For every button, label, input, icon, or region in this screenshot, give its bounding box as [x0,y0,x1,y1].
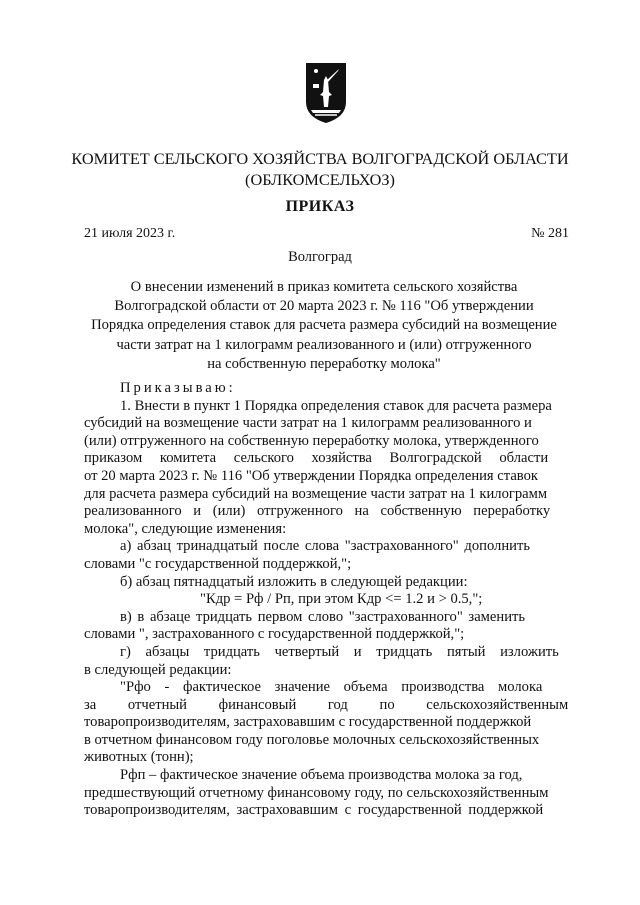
item-a-line: словами "с государственной поддержкой,"; [84,555,352,572]
paragraph-line: (или) отгруженного на собственную переработку молока, утвержденного [84,432,539,449]
document-body [84,380,572,820]
item-b-line: б) абзац пятнадцатый изложить в следующей редакции: [120,573,468,590]
item-g-line: г) абзацы тридцать четвертый и тридцать пятый изложить [120,643,559,660]
subject-line: Порядка определения ставок для расчета размера субсидий на возмещение [91,317,557,334]
organization-abbreviation: (ОБЛКОМСЕЛЬХОЗ) [245,170,395,189]
item-v-line: в) в абзаце тридцать первом слово "застрахованного" заменить [120,608,526,625]
paragraph-line: 1. Внести в пункт 1 Порядка определения ставок для расчета размера [120,397,552,414]
document-type: ПРИКАЗ [285,198,355,215]
subject-line: части затрат на 1 килограмм реализованного и (или) отгруженного [116,336,532,353]
formula: "Кдр = Рф / Рп, при этом Кдр <= 1.2 и > 0.5,"; [200,591,483,608]
rfo-definition-line: "Рфо - фактическое значение объема производства молока [120,679,543,696]
rfp-definition-line: Рфп – фактическое значение объема производства молока за год, [120,767,523,784]
paragraph-line: от 20 марта 2023 г. № 116 "Об утверждении Порядка определения ставок [84,467,538,484]
subject-line: Волгоградской области от 20 марта 2023 г. № 116 "Об утверждении [114,298,534,315]
item-v-line: словами ", застрахованного с государственной поддержкой,"; [84,626,465,643]
document-number: № 281 [531,226,569,241]
paragraph-line: субсидий на возмещение части затрат на 1 килограмм реализованного и [84,415,532,432]
subject-line: О внесении изменений в приказ комитета сельского хозяйства [130,279,518,295]
document-date: 21 июля 2023 г. [84,226,176,241]
document-city: Волгоград [288,249,352,265]
rfo-definition-line: животных (тонн); [84,749,194,766]
rfo-definition-line: в отчетном финансовом году поголовье молочных сельскохозяйственных [84,731,540,748]
item-g-line: в следующей редакции: [84,661,232,678]
rfo-definition-line: товаропроизводителям, застраховавшим с государственной поддержкой [84,714,532,731]
paragraph-line: молока", следующие изменения: [84,520,287,537]
subject-line: на собственную переработку молока" [207,355,441,372]
paragraph-line: реализованного и (или) отгруженного на собственную переработку [84,503,551,520]
order-word: Приказываю: [120,380,236,396]
rfp-definition-line: товаропроизводителям, застраховавшим с государственной поддержкой [84,802,544,819]
document-subject [80,278,568,374]
rfo-definition-line: за отчетный финансовый год по сельскохозяйственным [84,696,569,713]
paragraph-line: приказом комитета сельского хозяйства Волгоградской области [84,450,549,467]
volgograd-coat-of-arms-icon [305,62,347,124]
paragraph-line: для расчета размера субсидий на возмещение части затрат на 1 килограмм [84,485,548,502]
rfp-definition-line: предшествующий отчетному финансовому году, по сельскохозяйственным [84,784,549,801]
organization-name: КОМИТЕТ СЕЛЬСКОГО ХОЗЯЙСТВА ВОЛГОГРАДСКОЙ ОБЛАСТИ [71,149,569,168]
item-a-line: а) абзац тринадцатый после слова "застрахованного" дополнить [120,538,530,555]
